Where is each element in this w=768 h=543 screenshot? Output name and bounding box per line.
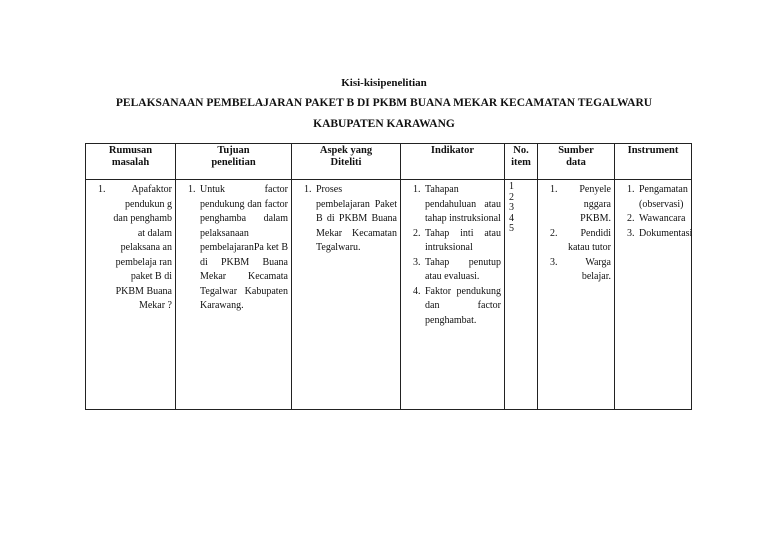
list-item: 1. Penyele nggara PKBM. bbox=[560, 183, 611, 227]
cell-tujuan-penelitian bbox=[176, 180, 292, 410]
list-item: 4 bbox=[509, 212, 514, 224]
list-item: 3 bbox=[509, 202, 514, 213]
table-header-row bbox=[86, 144, 692, 180]
list-item: 2. Pendidi katau tutor bbox=[560, 227, 611, 256]
cell-no-item bbox=[505, 180, 538, 410]
header-aspek-diteliti: Aspek yang Diteliti bbox=[292, 144, 401, 180]
list-item: 1. Apafaktor pendukun g dan penghamb at dalam pelaksana an pembelaja ran paket B di PKBM Buana Mekar ? bbox=[108, 183, 172, 314]
header-instrument: Instrument bbox=[615, 144, 692, 180]
list-item: 1. Pengamatan (observasi) bbox=[637, 183, 688, 212]
sumber-list bbox=[541, 183, 611, 285]
header-no-item: No. item bbox=[505, 144, 538, 180]
document-subtitle-location: KABUPATEN KARAWANG bbox=[313, 118, 455, 130]
header-rumusan-masalah: Rumusan masalah bbox=[86, 144, 176, 180]
list-item: 2. Wawancara bbox=[637, 212, 688, 227]
indikator-list bbox=[404, 183, 501, 328]
aspek-list bbox=[295, 183, 397, 256]
document-title: Kisi-kisipenelitian bbox=[341, 77, 427, 89]
list-item: 1 bbox=[509, 181, 514, 192]
header-tujuan-penelitian: Tujuan penelitian bbox=[176, 144, 292, 180]
list-item: 1. Untuk factor pendukung dan factor penghamba dalam pelaksanaan pembelajaranPa ket B di PKBM Buana Mekar Kecamata Tegalwar Kabupaten Karawang. bbox=[198, 183, 288, 314]
list-item: 1. Proses pembelajaran Paket B di PKBM Buana Mekar Kecamatan Tegalwaru. bbox=[314, 183, 397, 256]
document-subtitle: PELAKSANAAN PEMBELAJARAN PAKET B DI PKBM BUANA MEKAR KECAMATAN TEGALWARU bbox=[115, 97, 653, 109]
research-grid-table bbox=[85, 143, 692, 410]
instrument-list bbox=[618, 183, 693, 241]
rumusan-list bbox=[89, 183, 172, 314]
cell-indikator bbox=[401, 180, 505, 410]
list-item: 2 bbox=[509, 191, 514, 203]
list-item: 3. Tahap penutup atau evaluasi. bbox=[423, 256, 501, 285]
header-indikator: Indikator bbox=[401, 144, 505, 180]
list-item: 5 bbox=[509, 223, 514, 234]
table-row bbox=[86, 180, 692, 410]
cell-rumusan-masalah bbox=[86, 180, 176, 410]
header-sumber-data: Sumber data bbox=[538, 144, 615, 180]
cell-sumber-data bbox=[538, 180, 615, 410]
list-item: 3. Dokumentasi bbox=[637, 227, 688, 242]
list-item: 4. Faktor pendukung dan factor penghambat. bbox=[423, 285, 501, 329]
list-item: 2. Tahap inti atau intruksional bbox=[423, 227, 501, 256]
cell-aspek-diteliti bbox=[292, 180, 401, 410]
cell-instrument bbox=[615, 180, 692, 410]
list-item: 3. Warga belajar. bbox=[560, 256, 611, 285]
list-item: 1. Tahapan pendahuluan atau tahap instruksional bbox=[423, 183, 501, 227]
tujuan-list bbox=[179, 183, 288, 314]
